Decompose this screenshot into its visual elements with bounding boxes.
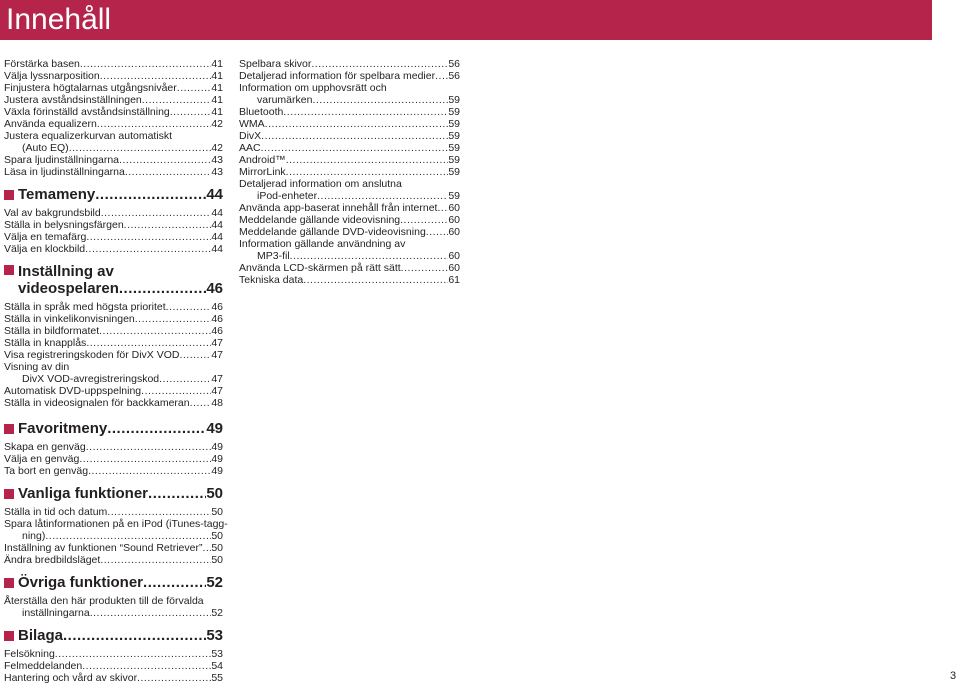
toc-entry[interactable] xyxy=(4,106,223,118)
toc-heading-video[interactable]: Inställning av videospelaren ..... 46 xyxy=(4,263,223,297)
toc-entry[interactable] xyxy=(4,118,223,130)
toc-entry[interactable] xyxy=(239,70,460,82)
toc-leader-dots xyxy=(69,142,212,154)
toc-entry-label: DivX xyxy=(239,130,262,142)
toc-leader-dots xyxy=(86,441,212,453)
toc-entry-label: MirrorLink xyxy=(239,166,286,178)
toc-section-sound xyxy=(4,58,223,178)
toc-entry[interactable] xyxy=(239,106,460,118)
toc-entry-label: Växla förinställd avståndsinställning xyxy=(4,106,170,118)
section-marker-icon xyxy=(4,631,14,641)
toc-entry-page: 61 xyxy=(448,274,460,286)
toc-entry: Information om upphovsrätt och xyxy=(239,82,387,94)
toc-entry-label: Detaljerad information för spelbara medier xyxy=(239,70,436,82)
toc-entry-page: 43 xyxy=(211,166,223,178)
toc-entry-label: Ändra bredbildsläget xyxy=(4,554,101,566)
toc-entry-label: DivX VOD-avregistreringskod xyxy=(22,373,160,385)
toc-entry-page: 41 xyxy=(211,70,223,82)
toc-entry-page: 59 xyxy=(448,142,460,154)
toc-entry[interactable] xyxy=(4,385,223,397)
toc-entry-page: 44 xyxy=(211,231,223,243)
toc-leader-dots xyxy=(286,154,449,166)
toc-entry-page: 50 xyxy=(211,530,223,542)
toc-section-bilaga xyxy=(4,648,223,684)
toc-entry[interactable] xyxy=(4,607,223,619)
toc-entry[interactable] xyxy=(239,154,460,166)
toc-section-vanliga xyxy=(4,506,228,566)
toc-entry[interactable] xyxy=(4,154,223,166)
page-title: Innehåll xyxy=(6,3,112,36)
toc-entry[interactable] xyxy=(4,465,223,477)
toc-entry: Justera equalizerkurvan automatiskt xyxy=(4,130,173,142)
toc-entry[interactable] xyxy=(4,506,223,518)
toc-entry[interactable] xyxy=(239,262,460,274)
toc-entry-page: 42 xyxy=(211,118,223,130)
toc-entry[interactable] xyxy=(239,94,460,106)
toc-entry-page: 46 xyxy=(211,325,223,337)
toc-leader-dots xyxy=(179,349,211,361)
toc-entry-page: 47 xyxy=(211,373,223,385)
toc-entry-label: Ställa in belysningsfärgen xyxy=(4,219,124,231)
toc-entry[interactable] xyxy=(239,190,460,202)
toc-entry-page: 55 xyxy=(211,672,223,684)
toc-leader-dots xyxy=(141,385,211,397)
toc-entry[interactable] xyxy=(4,337,223,349)
toc-entry-page: 60 xyxy=(448,226,460,238)
toc-section-temameny xyxy=(4,207,223,255)
toc-entry-page: 46 xyxy=(211,301,223,313)
toc-left-column xyxy=(4,58,228,684)
toc-entry-page: 60 xyxy=(448,250,460,262)
toc-entry-label: Ställa in tid och datum xyxy=(4,506,108,518)
toc-entry[interactable] xyxy=(4,325,223,337)
toc-entry-label: Ta bort en genväg xyxy=(4,465,89,477)
toc-entry-label: ning) xyxy=(22,530,46,542)
toc-entry-label: Visa registreringskoden för DivX VOD xyxy=(4,349,180,361)
toc-entry[interactable] xyxy=(4,70,223,82)
toc-entry-label: Automatisk DVD-uppspelning xyxy=(4,385,142,397)
toc-entry-label: Använda LCD-skärmen på rätt sätt xyxy=(239,262,401,274)
toc-entry-page: 56 xyxy=(448,58,460,70)
toc-leader-dots xyxy=(166,301,212,313)
toc-entry[interactable] xyxy=(239,226,460,238)
toc-entry-label: Förstärka basen xyxy=(4,58,80,70)
toc-entry-page: 48 xyxy=(211,397,223,409)
toc-leader-dots xyxy=(55,648,212,660)
toc-entry-label: Läsa in ljudinställningarna xyxy=(4,166,125,178)
toc-entry-page: 53 xyxy=(211,648,223,660)
toc-entry-label: Justera avståndsinställningen xyxy=(4,94,142,106)
toc-entry: Information gällande användning av xyxy=(239,238,406,250)
toc-entry-page: 59 xyxy=(448,154,460,166)
toc-entry[interactable] xyxy=(4,397,223,409)
toc-entry-label: Tekniska data xyxy=(239,274,304,286)
toc-entry-page: 59 xyxy=(448,130,460,142)
toc-entry-page: 42 xyxy=(211,142,223,154)
toc-entry-page: 56 xyxy=(448,70,460,82)
section-marker-icon xyxy=(4,489,14,499)
toc-heading-vanliga[interactable]: Vanliga funktioner ..... 50 xyxy=(4,485,223,502)
toc-leader-dots xyxy=(79,453,211,465)
toc-entry-label: iPod-enheter xyxy=(257,190,318,202)
toc-leader-dots xyxy=(97,118,211,130)
toc-section-favoritmeny xyxy=(4,441,223,477)
toc-entry[interactable] xyxy=(4,142,223,154)
toc-entry-page: 49 xyxy=(211,453,223,465)
toc-leader-dots xyxy=(100,70,212,82)
toc-leader-dots xyxy=(86,231,211,243)
section-marker-icon xyxy=(4,424,14,434)
toc-leader-dots xyxy=(190,397,212,409)
toc-entry-page: 59 xyxy=(448,166,460,178)
toc-leader-dots xyxy=(202,542,211,554)
toc-entry-page: 50 xyxy=(211,506,223,518)
toc-leader-dots xyxy=(400,214,448,226)
toc-leader-dots xyxy=(311,58,448,70)
toc-leader-dots xyxy=(303,274,448,286)
toc-leader-dots xyxy=(435,70,448,82)
toc-leader-dots xyxy=(86,337,211,349)
toc-entry-label: Hantering och vård av skivor xyxy=(4,672,138,684)
toc-leader-dots xyxy=(401,262,449,274)
toc-right-column xyxy=(239,58,460,286)
toc-entry[interactable] xyxy=(239,214,460,226)
toc-entry-page: 59 xyxy=(448,118,460,130)
toc-entry-page: 43 xyxy=(211,154,223,166)
toc-leader-dots xyxy=(437,202,448,214)
toc-heading-ovriga[interactable]: Övriga funktioner ..... 52 xyxy=(4,574,223,591)
toc-entry[interactable] xyxy=(239,202,460,214)
toc-entry-label: Meddelande gällande videovisning xyxy=(239,214,401,226)
toc-entry-label: (Auto EQ) xyxy=(22,142,69,154)
toc-entry-label: Finjustera högtalarnas utgångsnivåer xyxy=(4,82,177,94)
toc-entry[interactable] xyxy=(4,207,223,219)
toc-entry-page: 60 xyxy=(448,262,460,274)
toc-entry[interactable] xyxy=(4,530,223,542)
toc-entry-label: Välja en temafärg xyxy=(4,231,87,243)
toc-entry-label: Meddelande gällande DVD-videovisning xyxy=(239,226,426,238)
toc-leader-dots xyxy=(80,58,211,70)
toc-entry-label: varumärken xyxy=(257,94,313,106)
toc-leader-dots xyxy=(312,94,448,106)
toc-entry-page: 52 xyxy=(211,607,223,619)
toc-entry[interactable] xyxy=(239,166,460,178)
toc-entry-page: 41 xyxy=(211,94,223,106)
toc-entry[interactable] xyxy=(4,219,223,231)
section-marker-icon xyxy=(4,190,14,200)
toc-entry[interactable] xyxy=(4,453,223,465)
toc-entry-page: 44 xyxy=(211,207,223,219)
toc-entry[interactable] xyxy=(239,250,460,262)
toc-leader-dots xyxy=(119,154,211,166)
toc-entry[interactable] xyxy=(239,130,460,142)
toc-leader-dots xyxy=(45,530,211,542)
toc-leader-dots xyxy=(82,660,211,672)
toc-entry-label: Skapa en genväg xyxy=(4,441,86,453)
toc-leader-dots xyxy=(290,250,449,262)
toc-entry-page: 44 xyxy=(211,219,223,231)
toc-entry-label: Spara ljudinställningarna xyxy=(4,154,119,166)
toc-entry-page: 47 xyxy=(211,337,223,349)
toc-entry-label: Ställa in knapplås xyxy=(4,337,87,349)
toc-entry-page: 49 xyxy=(211,441,223,453)
toc-entry-label: Felmeddelanden xyxy=(4,660,83,672)
toc-entry-label: Ställa in videosignalen för backkameran xyxy=(4,397,190,409)
toc-leader-dots xyxy=(426,226,449,238)
toc-leader-dots xyxy=(101,207,212,219)
toc-entry-label: Använda app-baserat innehåll från internet xyxy=(239,202,438,214)
section-marker-icon xyxy=(4,578,14,588)
toc-entry-page: 59 xyxy=(448,106,460,118)
toc-entry-page: 44 xyxy=(211,243,223,255)
toc-entry-page: 50 xyxy=(211,542,223,554)
toc-entry[interactable] xyxy=(4,441,223,453)
toc-entry-label: WMA xyxy=(239,118,265,130)
toc-entry: Spara låtinformationen på en iPod (iTunes-tagg- xyxy=(4,518,228,530)
toc-leader-dots xyxy=(283,106,448,118)
toc-entry-label: Välja en genväg xyxy=(4,453,80,465)
toc-entry-page: 60 xyxy=(448,202,460,214)
toc-entry-label: AAC xyxy=(239,142,261,154)
toc-heading-bilaga[interactable]: Bilaga ..... 53 xyxy=(4,627,223,644)
toc-leader-dots xyxy=(124,219,212,231)
toc-entry[interactable] xyxy=(4,648,223,660)
toc-leader-dots xyxy=(99,325,211,337)
toc-entry-page: 59 xyxy=(448,94,460,106)
title-banner xyxy=(0,0,932,40)
toc-entry-label: Felsökning xyxy=(4,648,55,660)
toc-entry-label: inställningarna xyxy=(22,607,90,619)
section-marker-icon xyxy=(4,265,14,275)
toc-entry-label: Spelbara skivor xyxy=(239,58,312,70)
toc-entry-page: 49 xyxy=(211,465,223,477)
toc-leader-dots xyxy=(159,373,211,385)
toc-leader-dots xyxy=(135,313,212,325)
toc-leader-dots xyxy=(137,672,211,684)
toc-leader-dots xyxy=(286,166,449,178)
toc-heading-favoritmeny[interactable]: Favoritmeny ..... 49 xyxy=(4,420,223,437)
toc-entry[interactable] xyxy=(239,142,460,154)
toc-entry-page: 47 xyxy=(211,349,223,361)
toc-section-video xyxy=(4,301,223,409)
toc-entry[interactable] xyxy=(4,554,223,566)
toc-entry-label: MP3-fil xyxy=(257,250,290,262)
page-number: 3 xyxy=(950,670,957,682)
toc-entry-label: Ställa in språk med högsta prioritet xyxy=(4,301,166,313)
toc-entry: Visning av din xyxy=(4,361,70,373)
toc-entry-label: Ställa in bildformatet xyxy=(4,325,100,337)
toc-entry: Detaljerad information om anslutna xyxy=(239,178,402,190)
toc-entry[interactable] xyxy=(4,301,223,313)
toc-entry-label: Välja en klockbild xyxy=(4,243,86,255)
toc-entry-page: 59 xyxy=(448,190,460,202)
toc-entry-page: 60 xyxy=(448,214,460,226)
toc-leader-dots xyxy=(177,82,212,94)
toc-entry-label: Använda equalizern xyxy=(4,118,97,130)
toc-entry[interactable] xyxy=(4,373,223,385)
toc-entry-page: 50 xyxy=(211,554,223,566)
toc-leader-dots xyxy=(261,142,449,154)
toc-entry-label: Ställa in vinkelikonvisningen xyxy=(4,313,135,325)
toc-leader-dots xyxy=(265,118,449,130)
toc-leader-dots xyxy=(170,106,212,118)
toc-entry-label: Bluetooth xyxy=(239,106,284,118)
toc-entry[interactable] xyxy=(239,118,460,130)
toc-entry-page: 41 xyxy=(211,106,223,118)
toc-entry[interactable] xyxy=(4,672,223,684)
toc-leader-dots xyxy=(125,166,211,178)
toc-entry[interactable] xyxy=(4,231,223,243)
toc-leader-dots xyxy=(88,465,211,477)
toc-entry[interactable] xyxy=(4,542,223,554)
toc-entry-page: 41 xyxy=(211,58,223,70)
toc-entry[interactable] xyxy=(4,82,223,94)
toc-entry-page: 54 xyxy=(211,660,223,672)
toc-entry-label: Välja lyssnarposition xyxy=(4,70,100,82)
toc-entry-page: 46 xyxy=(211,313,223,325)
toc-entry[interactable] xyxy=(4,166,223,178)
toc-entry[interactable] xyxy=(4,349,223,361)
toc-entry[interactable] xyxy=(4,58,223,70)
toc-leader-dots xyxy=(107,506,211,518)
toc-entry[interactable] xyxy=(4,94,223,106)
toc-section-ovriga xyxy=(4,595,223,619)
toc-entry[interactable] xyxy=(4,660,223,672)
toc-leader-dots xyxy=(142,94,212,106)
toc-leader-dots xyxy=(261,130,448,142)
toc-entry[interactable] xyxy=(4,243,223,255)
toc-entry: Återställa den här produkten till de förvalda xyxy=(4,595,204,607)
toc-section-appendix-details xyxy=(239,58,460,286)
toc-entry-page: 47 xyxy=(211,385,223,397)
toc-entry[interactable] xyxy=(239,274,460,286)
toc-heading-temameny[interactable]: Temameny ..... 44 xyxy=(4,186,223,203)
toc-leader-dots xyxy=(317,190,448,202)
toc-entry-label: Inställning av funktionen “Sound Retriever” xyxy=(4,542,203,554)
toc-entry[interactable] xyxy=(239,58,460,70)
toc-leader-dots xyxy=(85,243,211,255)
toc-entry[interactable] xyxy=(4,313,223,325)
toc-leader-dots xyxy=(100,554,211,566)
toc-entry-page: 41 xyxy=(211,82,223,94)
toc-entry-label: Val av bakgrundsbild xyxy=(4,207,101,219)
toc-leader-dots xyxy=(90,607,212,619)
toc-entry-label: Android™ xyxy=(239,154,286,166)
